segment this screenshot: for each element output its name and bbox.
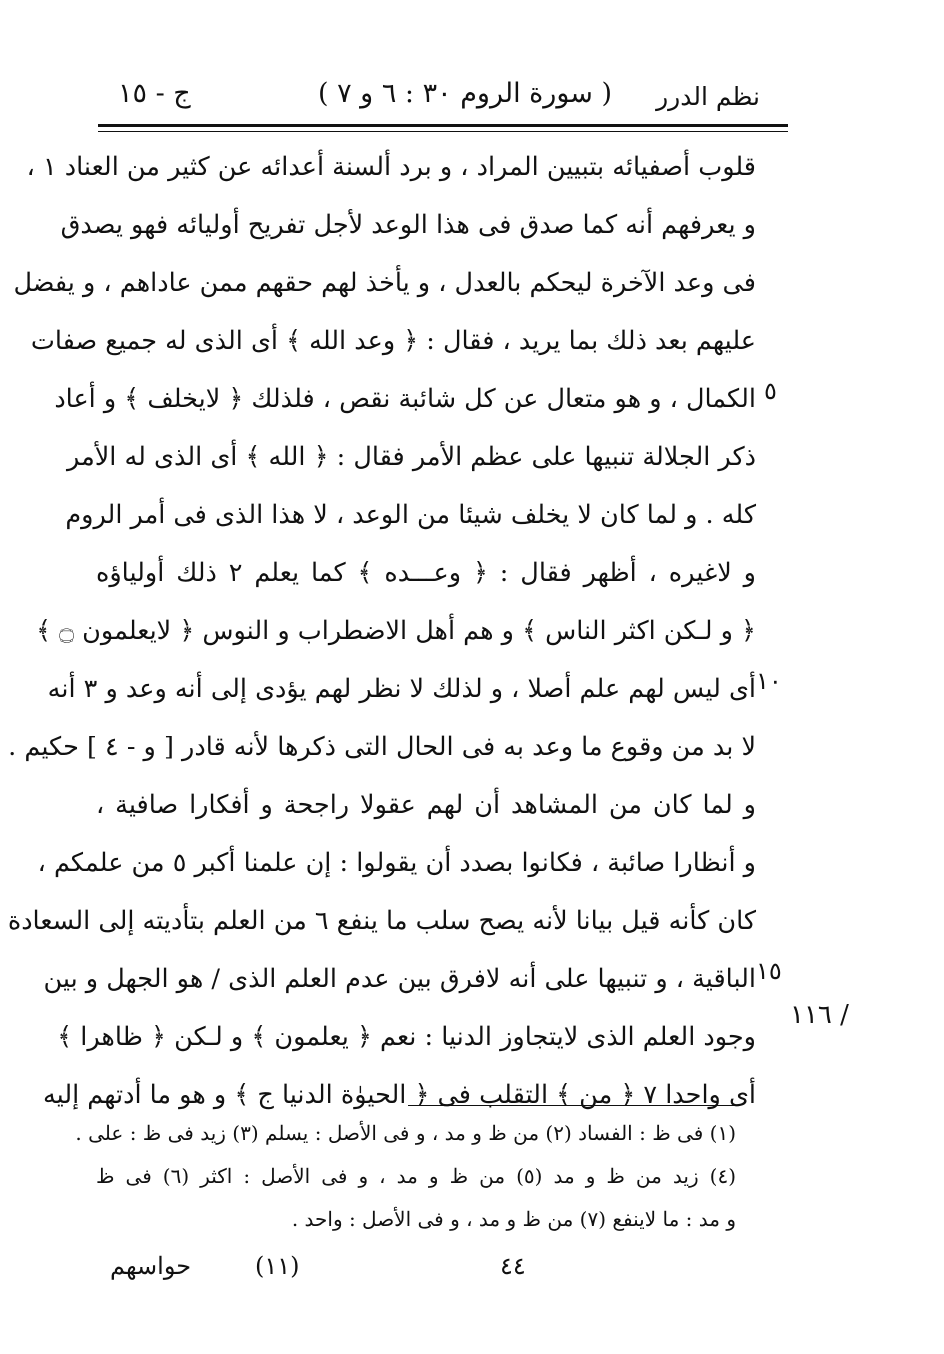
footnote-rule bbox=[408, 1105, 738, 1106]
book-title: نظم الدرر bbox=[656, 82, 760, 111]
line-number-10: ١٠ bbox=[756, 667, 782, 695]
text-line: قلوب أصفيائه بتبيين المراد ، و برد ألسنة أعدائه عن كثير من العناد ١ ، bbox=[26, 152, 756, 182]
text-line: فى وعد الآخرة ليحكم بالعدل ، و يأخذ لهم حقهم ممن عاداهم ، و يفضل bbox=[13, 268, 756, 298]
text-line: أى واحدا ٧ ﴿ من ﴾ التقلب فى ﴿ الحيوٰة الدنيا ج ﴾ و هو ما أدتهم إليه bbox=[42, 1080, 756, 1110]
text-line: كان كأنه قيل بيانا لأنه يصح سلب ما ينفع ٦ من العلم بتأديته إلى السعادة bbox=[7, 906, 756, 936]
text-line: ﴿ و لـكن اكثر الناس ﴾ و هم أهل الاضطراب و النوس ﴿ لايعلمون ۝ ﴾ bbox=[36, 616, 756, 646]
text-line: لا بد من وقوع ما وعد به فى الحال التى ذكرها لأنه قادر [ و - ٤ ] حكيم . bbox=[8, 732, 756, 762]
folio-margin-note: ١١٦ / bbox=[790, 1000, 849, 1030]
header-rule-thick bbox=[98, 124, 788, 127]
text-line: أى ليس لهم علم أصلا ، و لذلك لا نظر لهم يؤدى إلى أنه وعد و ٣ أنه bbox=[47, 674, 756, 704]
text-line: و لاغيره ، أظهر فقال : ﴿ وعـــده ﴾ كما يعلم ٢ ذلك أولياؤه bbox=[96, 558, 756, 588]
text-line: ذكر الجلالة تنبيها على عظم الأمر فقال : ﴿ الله ﴾ أى الذى له الأمر bbox=[67, 442, 756, 472]
text-line: كله . و لما كان لا يخلف شيئا من الوعد ، لا هذا الذى فى أمر الروم bbox=[65, 500, 756, 530]
main-text bbox=[7, 138, 756, 1124]
text-line: و يعرفهم أنه كما صدق فى هذا الوعد لأجل تفريح أوليائه فهو يصدق bbox=[60, 210, 756, 240]
footnote-line: (١) فى ظ : الفساد (٢) من ظ و مد ، و فى الأصل : يسلم (٣) زيد فى ظ : على . bbox=[75, 1121, 736, 1145]
footnote-line: (٤) زيد من ظ و مد (٥) من ظ و مد ، و فى الأصل : اكثر (٦) فى ظ bbox=[96, 1164, 736, 1188]
footnote-line: و مد : ما لاينفع (٧) من ظ و مد ، و فى الأصل : واحد . bbox=[291, 1207, 736, 1231]
signature-mark: (١١) bbox=[255, 1252, 300, 1280]
text-line: و أنظارا صائبة ، فكانوا بصدد أن يقولوا : إن علمنا أكبر ٥ من علمكم ، bbox=[37, 848, 756, 878]
text-line: وجود العلم الذى لايتجاوز الدنيا : نعم ﴿ يعلمون ﴾ و لـكن ﴿ ظاهرا ﴾ bbox=[57, 1022, 756, 1052]
catchword: حواسهم bbox=[110, 1252, 192, 1280]
header-rule-thin bbox=[98, 131, 788, 132]
volume-number: ج - ١٥ bbox=[118, 78, 191, 109]
line-number-5: ٥ bbox=[764, 377, 777, 405]
footnotes bbox=[75, 1112, 736, 1241]
page-number: ٤٤ bbox=[500, 1252, 526, 1280]
line-number-15: ١٥ bbox=[756, 957, 782, 985]
running-header bbox=[100, 72, 760, 122]
surah-reference: ( سورة الروم ٣٠ : ٦ و ٧ ) bbox=[317, 78, 613, 109]
text-line: عليهم بعد ذلك بما يريد ، فقال : ﴿ وعد الله ﴾ أى الذى له جميع صفات bbox=[30, 326, 756, 356]
text-line: و لما كان من المشاهد أن لهم عقولا راجحة و أفكارا صافية ، bbox=[96, 790, 756, 820]
page-footer bbox=[100, 1252, 740, 1292]
text-line: الكمال ، و هو متعال عن كل شائبة نقص ، فلذلك ﴿ لايخلف ﴾ و أعاد bbox=[54, 384, 756, 414]
text-line: الباقية ، و تنبيها على أنه لافرق بين عدم العلم الذى / هو الجهل و بين bbox=[43, 964, 756, 994]
